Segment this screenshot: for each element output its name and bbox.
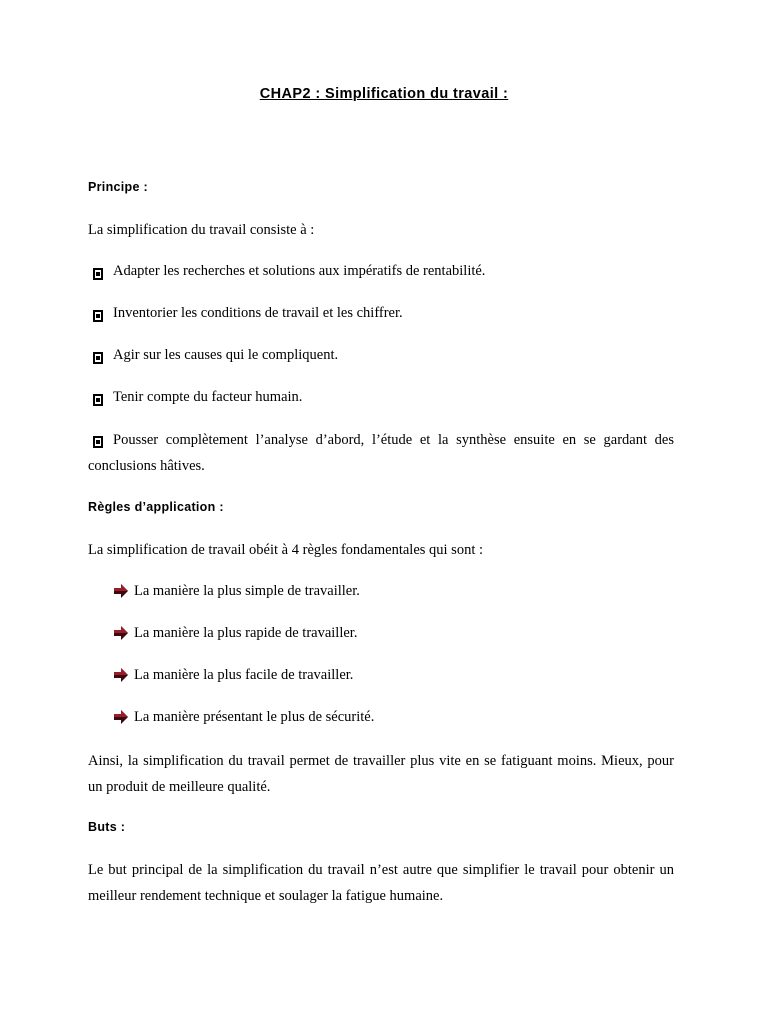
- arrow-right-icon: [114, 710, 128, 724]
- section-heading-principe: Principe :: [88, 180, 148, 194]
- square-bullet-icon: [93, 394, 103, 406]
- arrow-right-icon: [114, 668, 128, 682]
- square-bullet-icon: [93, 352, 103, 364]
- square-bullet-icon: [93, 268, 103, 280]
- buts-text: Le but principal de la simplification du travail n’est autre que simplifier le travail pour obtenir un meilleur rendement technique et soulager la fatigue humaine.: [88, 862, 674, 904]
- square-bullet-icon: [93, 310, 103, 322]
- regles-intro: La simplification de travail obéit à 4 règles fondamentales qui sont :: [88, 542, 484, 558]
- square-bullet-icon: [93, 436, 103, 448]
- document-page: CHAP2 : Simplification du travail : Principe : La simplification du travail consiste à : Adapter les recherches et solutions aux impératifs de rentabilité. Inventorier les conditions de travail et les chiffrer. Agir sur les causes qui le compliquent. Tenir compte du facteur humain. Pousser complètement l’analyse d’abord, l’étude et la synthèse ensuite en se gardant des conclusions hâtives. Règles d’application : La simplification de travail obéit à 4 règles fondamentales qui sont : La manière la plus simple de travailler. La manière la plus rapide de travailler. La manière la plus facile de travailler. La manière présentant le plus de sécurité. Ainsi, la simplification du travail permet de travailler plus vite en se fatiguant moins. Mieux, pour un produit de meilleure qualité. Buts : Le but principal de la simplification du travail n’est autre que simplifier le travail pour obtenir un meilleur rendement technique et soulager la fatigue humaine.: [0, 0, 768, 1024]
- section-heading-regles: Règles d’application :: [88, 500, 224, 514]
- arrow-right-icon: [114, 626, 128, 640]
- regles-conclusion: Ainsi, la simplification du travail permet de travailler plus vite en se fatiguant moins. Mieux, pour un produit de meilleure qualité.: [88, 753, 674, 795]
- arrow-right-icon: [114, 584, 128, 598]
- page-title: CHAP2 : Simplification du travail :: [259, 86, 509, 102]
- list-item: Pousser complètement l’analyse d’abord, l’étude et la synthèse ensuite en se gardant des conclusions hâtives.: [88, 432, 674, 474]
- principe-intro: La simplification du travail consiste à :: [88, 222, 315, 238]
- section-heading-buts: Buts :: [88, 820, 126, 834]
